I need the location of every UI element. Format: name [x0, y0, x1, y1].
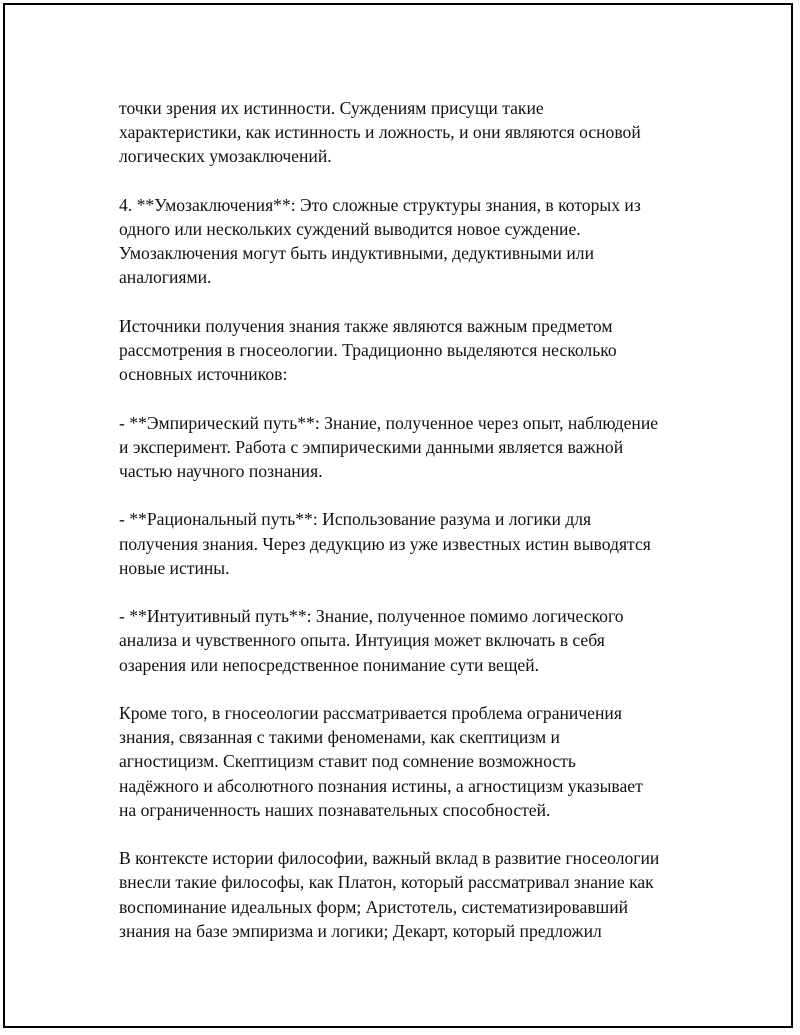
- text-line: одного или нескольких суждений выводится новое суждение.: [119, 219, 581, 239]
- text-line: озарения или непосредственное понимание сути вещей.: [119, 654, 540, 675]
- paragraph: [119, 701, 699, 822]
- text-line: знания, связанная с такими феноменами, как скептицизм и: [119, 727, 560, 748]
- text-line: внесли такие философы, как Платон, который рассматривал знание как: [119, 872, 654, 893]
- text-line: В контексте истории философии, важный вклад в развитие гносеологии: [119, 848, 660, 869]
- text-line: характеристики, как истинность и ложность, и они являются основой: [119, 122, 641, 143]
- paragraph: [119, 193, 699, 290]
- text-line: Умозаключения могут быть индуктивными, дедуктивными или: [119, 243, 594, 264]
- text-line: анализа и чувственного опыта. Интуиция может включать в себя: [119, 630, 605, 651]
- text-line: получения знания. Через дедукцию из уже известных истин выводятся: [119, 533, 651, 554]
- document-page: [3, 3, 793, 1028]
- text-line: Кроме того, в гносеологии рассматривается проблема ограничения: [119, 702, 622, 723]
- document-body: [119, 96, 699, 967]
- text-line: Источники получения знания также являются важным предметом: [119, 315, 613, 336]
- text-line: - **Эмпирический путь**: Знание, полученное через опыт, наблюдение: [119, 412, 659, 433]
- text-line: агностицизм. Скептицизм ставит под сомнение возможность: [119, 751, 576, 772]
- text-line: на ограниченность наших познавательных способностей.: [119, 799, 551, 820]
- text-line: новые истины.: [119, 557, 230, 578]
- text-line: основных источников:: [119, 364, 288, 385]
- paragraph: [119, 96, 699, 169]
- paragraph: [119, 846, 699, 943]
- text-line: точки зрения их истинности. Суждениям присущи такие: [119, 98, 544, 118]
- text-line: - **Интуитивный путь**: Знание, полученное помимо логического: [119, 606, 624, 627]
- text-line: знания на базе эмпиризма и логики; Декарт, который предложил: [119, 920, 602, 941]
- text-line: и эксперимент. Работа с эмпирическими данными является важной: [119, 436, 624, 457]
- paragraph: [119, 507, 699, 580]
- text-line: логических умозаключений.: [119, 146, 332, 167]
- paragraph: [119, 411, 699, 484]
- text-line: - **Рациональный путь**: Использование разума и логики для: [119, 509, 592, 530]
- paragraph: [119, 604, 699, 677]
- text-line: частью научного познания.: [119, 461, 323, 481]
- text-line: рассмотрения в гносеологии. Традиционно выделяются несколько: [119, 340, 617, 360]
- text-line: аналогиями.: [119, 267, 212, 288]
- text-line: надёжного и абсолютного познания истины, а агностицизм указывает: [119, 775, 643, 796]
- paragraph: [119, 314, 699, 387]
- text-line: 4. **Умозаключения**: Это сложные структуры знания, в которых из: [119, 194, 641, 215]
- text-line: воспоминание идеальных форм; Аристотель, систематизировавший: [119, 896, 629, 917]
